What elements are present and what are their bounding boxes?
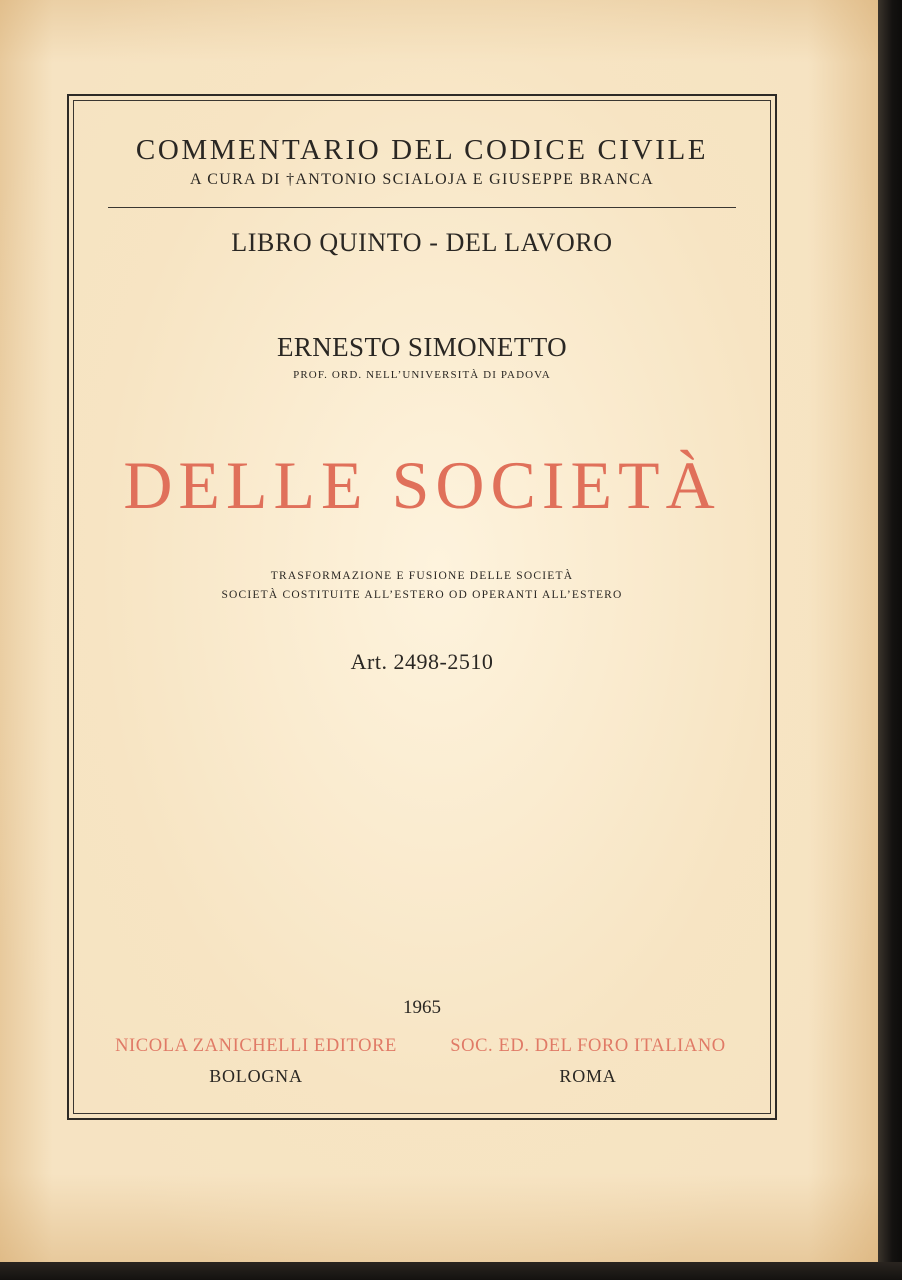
divider-rule bbox=[108, 207, 736, 208]
book-volume: LIBRO QUINTO - DEL LAVORO bbox=[231, 228, 613, 257]
article-range: Art. 2498-2510 bbox=[350, 649, 494, 674]
publisher-name-1: NICOLA ZANICHELLI EDITORE bbox=[115, 1036, 397, 1056]
subtitle-line-1: TRASFORMAZIONE E FUSIONE DELLE SOCIETÀ bbox=[270, 570, 574, 582]
background-edge bbox=[878, 0, 902, 1280]
subtitle-line-2: SOCIETÀ COSTITUITE ALL’ESTERO OD OPERANTI ALL’ESTERO bbox=[221, 589, 623, 601]
publication-year: 1965 bbox=[403, 997, 441, 1018]
publisher-city-1: BOLOGNA bbox=[209, 1066, 303, 1086]
author-name: ERNESTO SIMONETTO bbox=[276, 332, 568, 362]
author-affiliation: PROF. ORD. NELL’UNIVERSITÀ DI PADOVA bbox=[293, 369, 551, 381]
background-bottom bbox=[0, 1262, 902, 1280]
book-title: DELLE SOCIETÀ bbox=[123, 447, 721, 523]
series-title: COMMENTARIO DEL CODICE CIVILE bbox=[135, 134, 709, 166]
series-editors: A CURA DI †ANTONIO SCIALOJA E GIUSEPPE BRANCA bbox=[189, 171, 655, 188]
publisher-name-2: SOC. ED. DEL FORO ITALIANO bbox=[450, 1036, 726, 1056]
publisher-city-2: ROMA bbox=[559, 1066, 617, 1086]
